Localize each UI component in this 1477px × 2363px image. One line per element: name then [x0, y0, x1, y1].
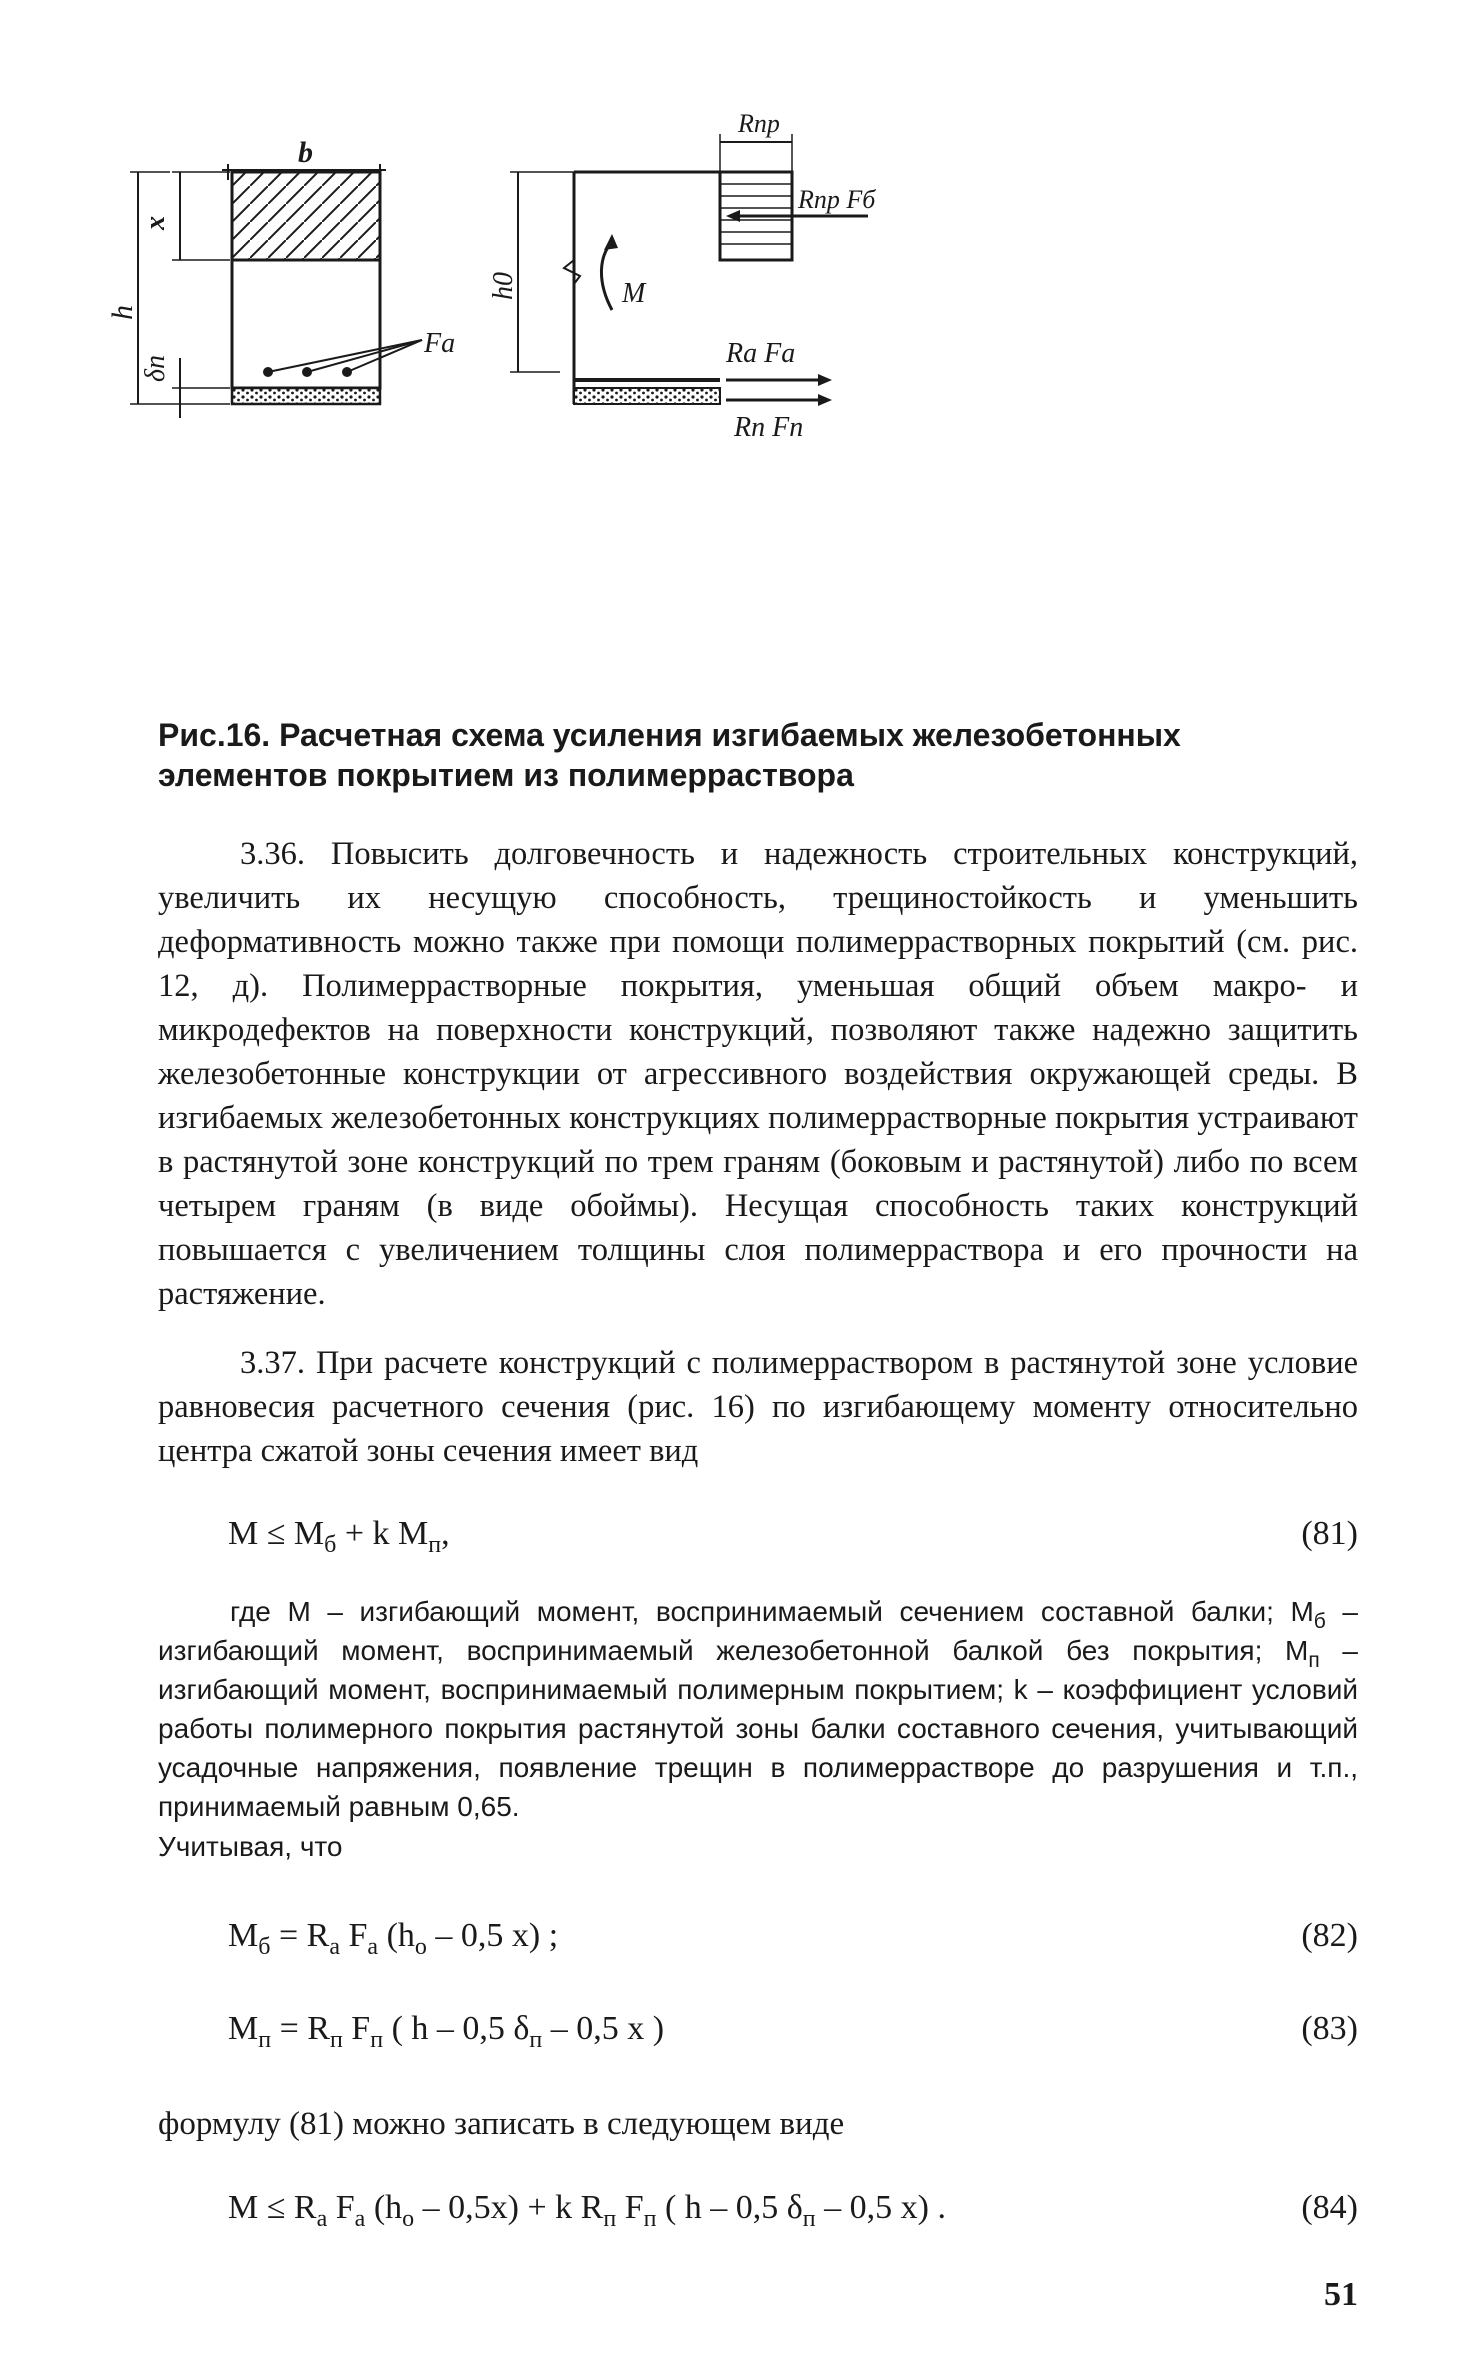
polymer-layer-right	[574, 388, 720, 404]
label-x: x	[140, 216, 171, 230]
formula-expression: $M \le R_a$ $F_a$ $(h_o - 0,5x) + k$ $R_п$ $F_п$ ( h – 0,5 $\delta_п - 0,5$ x) .	[228, 2189, 946, 2232]
formula-84	[228, 2184, 1358, 2232]
formula-81	[228, 1510, 1358, 1558]
figure-caption: Рис.16. Расчетная схема усиления изгибаемых железобетонных элементов покрытием из полимерраствора	[158, 717, 1181, 793]
equation-number: (81)	[1301, 1515, 1358, 1552]
label-fa: Fa	[424, 328, 456, 359]
given-that-label: Учитывая, что	[158, 1831, 343, 1862]
formula-expression: $M_п = R_п$ $F_п$ ( h – 0,5 $\delta_п - 0,5$ x )	[228, 2010, 665, 2053]
paragraph-text: При расчете конструкций с полимерраствором в растянутой зоне условие равновесия расчетного сечения (рис. 16) по изгибающему моменту относительно центра сжатой зоны сечения имеет вид	[158, 1345, 1359, 1469]
left-section	[106, 136, 455, 418]
formula-explanation: где M – изгибающий момент, воспринимаемый сечением составной балки; $M_б$ – изгибающий момент, воспринимаемый железобетонной балкой без покрытия; $M_п$ – изгибающий момент, воспринимаемый полимерным покрытием; k – коэффициент условий работы полимерного покрытия растянутой зоны балки составного сечения, учитывающий усадочные напряжения, появление трещин в полимеррастворе до разрушения и т.п., принимаемый равным 0,65.	[158, 1596, 1359, 1822]
label-rpr-fb: Rпр Fб	[798, 185, 876, 214]
polymer-layer	[232, 388, 380, 404]
paragraph-number: 3.36.	[240, 836, 305, 872]
label-h0: h0	[488, 272, 519, 300]
paragraph-3-37	[158, 1341, 1358, 1473]
label-rpr: Rпр	[738, 109, 780, 138]
label-delta-n: δn	[140, 354, 171, 382]
right-stress-diagram	[488, 109, 876, 443]
label-rn-fn: Rп Fп	[734, 412, 804, 443]
equation-number: (83)	[1301, 2010, 1358, 2047]
paragraph-number: 3.37.	[240, 1345, 305, 1381]
formula-83	[228, 2005, 1358, 2053]
formula-82	[228, 1912, 1358, 1960]
paragraph-3-36	[158, 832, 1358, 1316]
formula-expression: $M \le M_б + k$ $M_п$,	[228, 1515, 450, 1558]
equation-number: (84)	[1301, 2189, 1358, 2226]
page-number: 51	[1324, 2276, 1358, 2313]
label-h: h	[106, 305, 139, 320]
formula-84-intro: формулу (81) можно записать в следующем виде	[158, 2106, 845, 2142]
equation-number: (82)	[1301, 1917, 1358, 1954]
label-b: b	[298, 136, 313, 169]
compression-zone	[232, 172, 380, 260]
label-ra-fa: Ra Fa	[726, 338, 796, 369]
formula-expression: $M_б = R_a$ $F_a$ ($h_o - 0,5$ x) ;	[228, 1917, 559, 1960]
paragraph-text: Повысить долговечность и надежность строительных конструкций, увеличить их несущую способность, трещиностойкость и уменьшить деформативность можно также при помощи полимеррастворных покрытий (см. рис. 12, д). Полимеррастворные покрытия, уменьшая общий объем макро- и микродефектов на поверхности конструкций, позволяют также надежно защитить железобетонные конструкции от агрессивного воздействия окружающей среды. В изгибаемых железобетонных конструкциях полимеррастворные покрытия устраивают в растянутой зоне конструкций по трем граням (боковым и растянутой) либо по всем четырем граням (в виде обоймы). Несущая способность таких конструкций повышается с увеличением толщины слоя полимерраствора и его прочности на растяжение.	[158, 836, 1359, 1312]
label-m: M	[622, 278, 646, 309]
figure-16-diagram	[106, 109, 1360, 670]
